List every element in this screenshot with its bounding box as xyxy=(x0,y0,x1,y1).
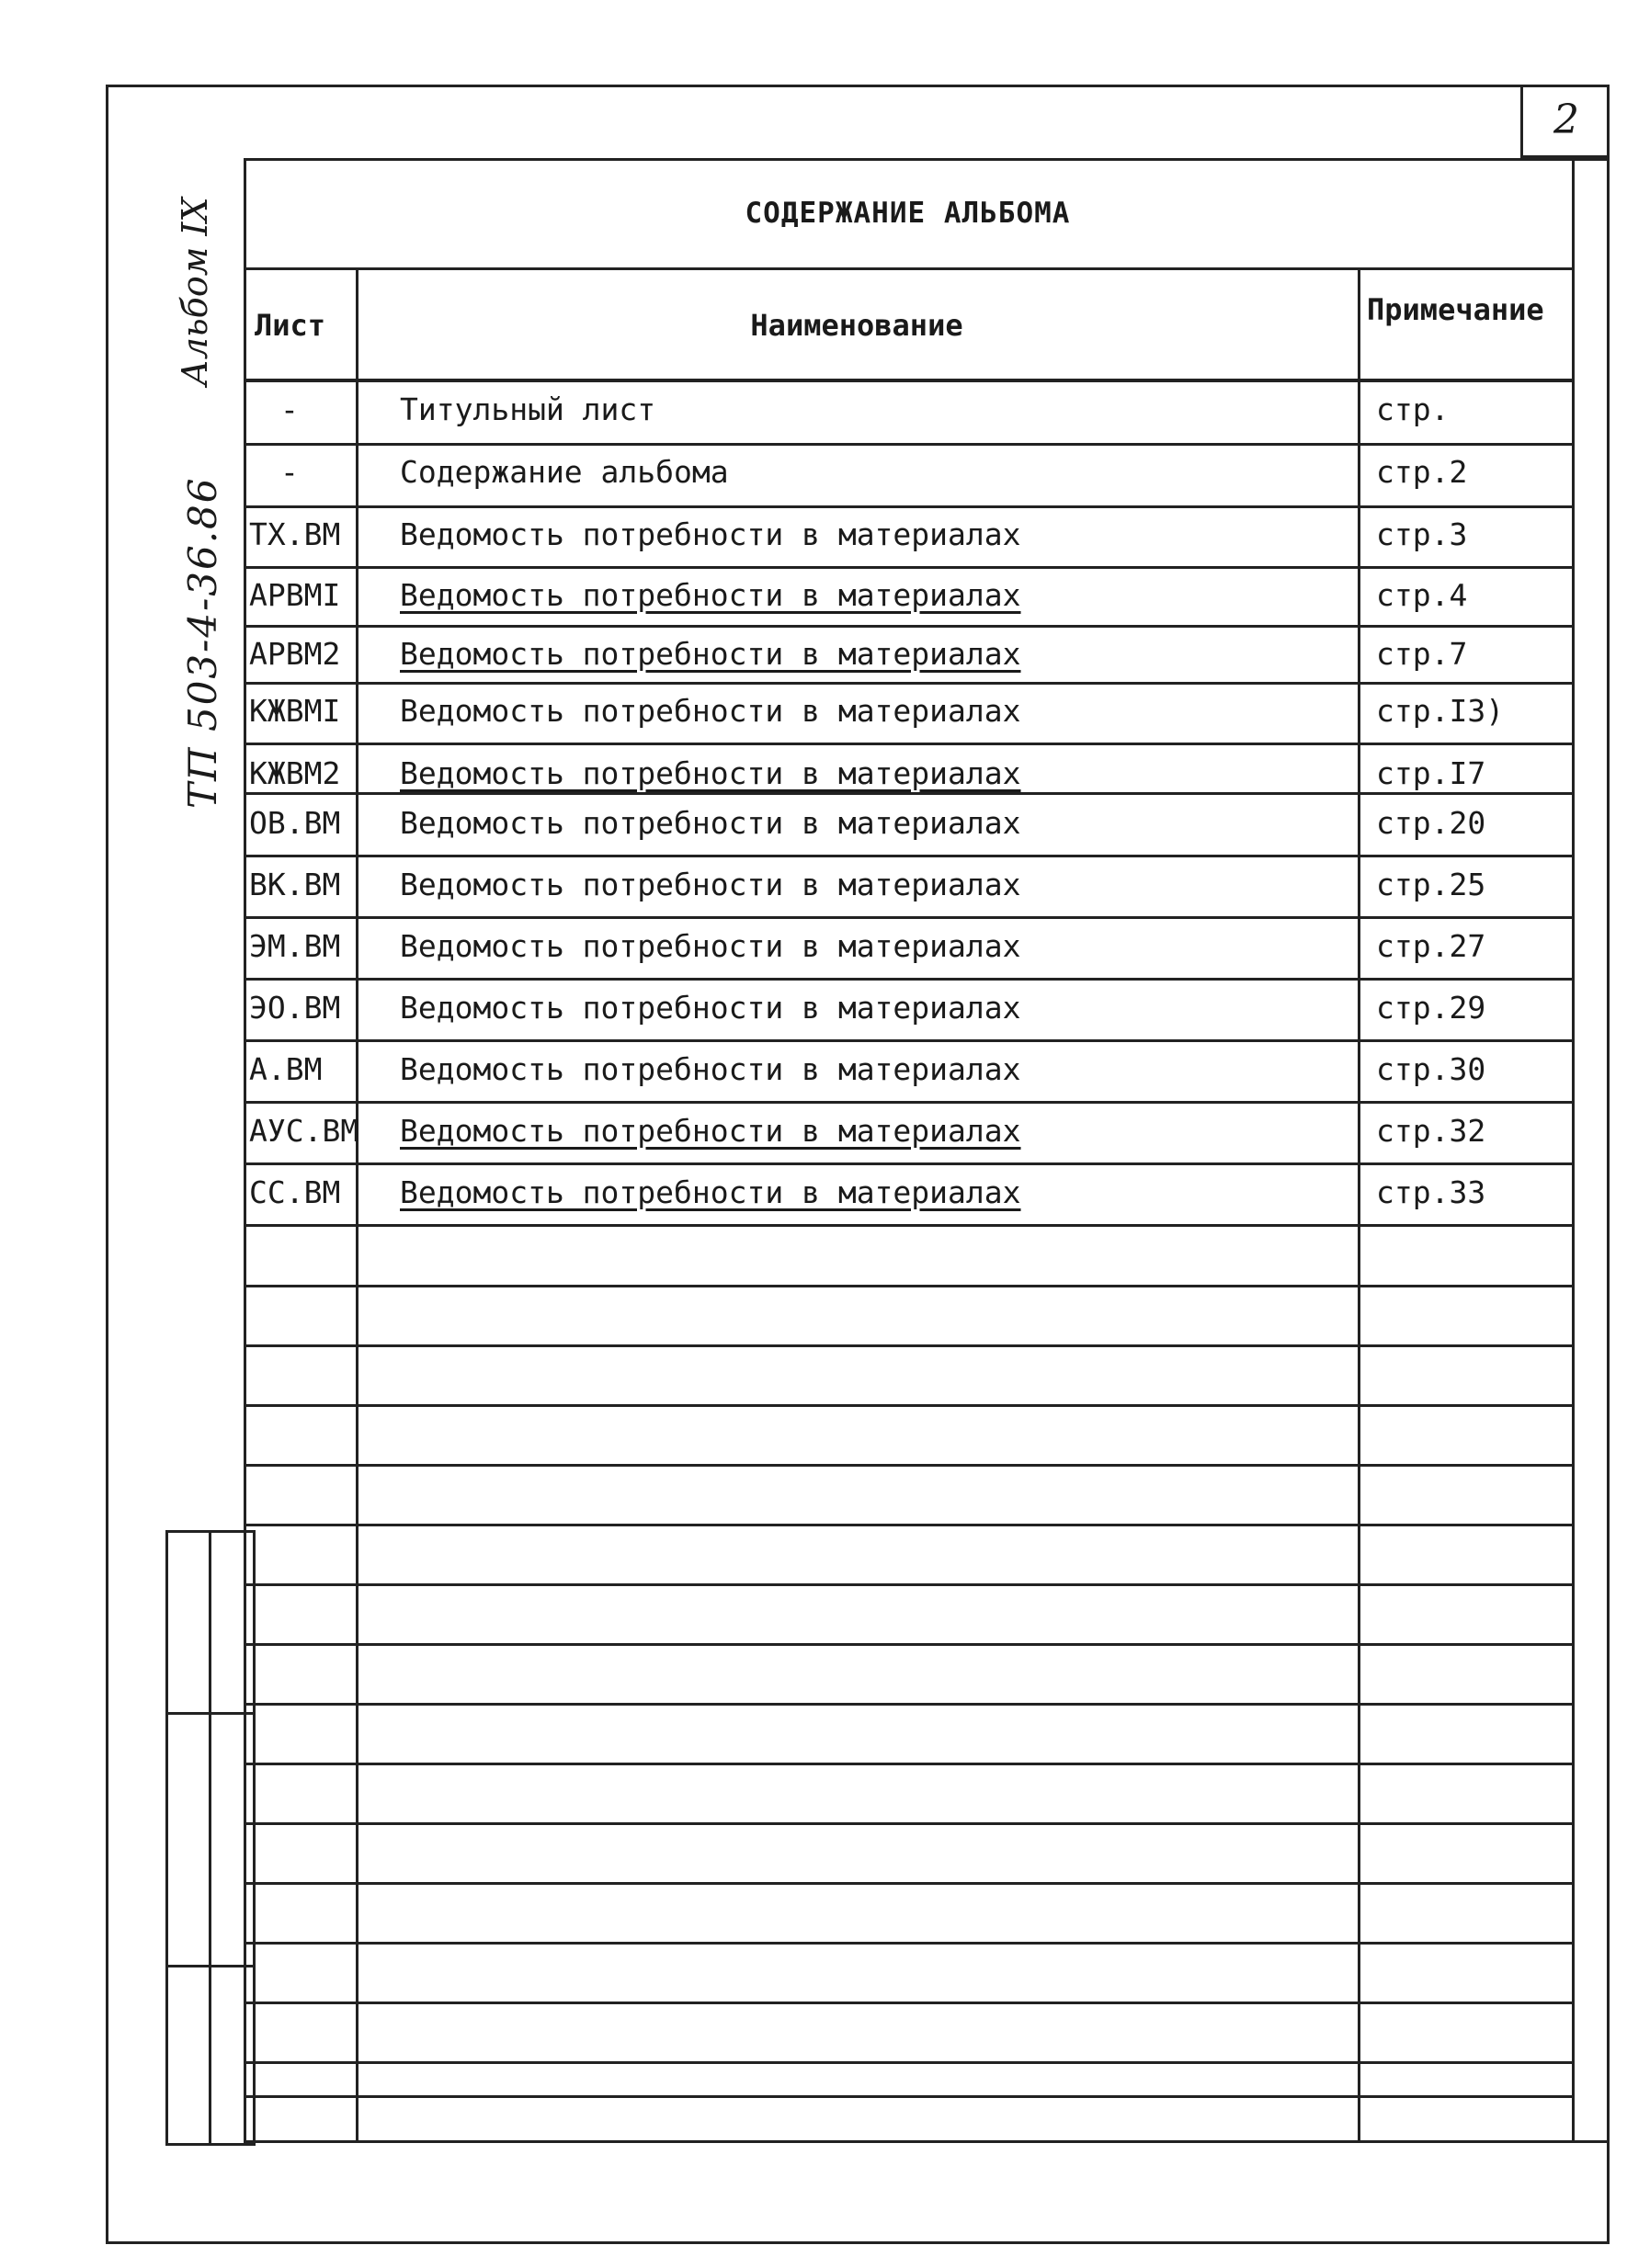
note-cell: стр.7 xyxy=(1376,636,1468,672)
table-row xyxy=(244,386,1572,447)
sheet-cell: КЖВМI xyxy=(249,693,341,729)
row-divider xyxy=(244,2002,1572,2004)
table-row xyxy=(244,1046,1572,1106)
sheet-cell: ОВ.ВМ xyxy=(249,805,341,841)
side-document-code: ТП 503-4-36.86 xyxy=(180,476,225,809)
name-cell: Ведомость потребности в материалах xyxy=(400,1051,1021,1087)
table-row xyxy=(244,630,1572,691)
sheet-cell: АРВМ2 xyxy=(249,636,341,672)
sheet-cell: ЭО.ВМ xyxy=(249,990,341,1026)
column-header-name: Наименование xyxy=(750,308,963,343)
name-cell: Ведомость потребности в материалах xyxy=(400,1113,1021,1149)
sheet-cell: СС.ВМ xyxy=(249,1174,341,1210)
note-cell: стр.32 xyxy=(1376,1113,1486,1149)
table-row xyxy=(244,1169,1572,1230)
note-cell: стр.25 xyxy=(1376,867,1486,902)
note-cell: стр.30 xyxy=(1376,1051,1486,1087)
sheet-cell: А.ВМ xyxy=(249,1051,323,1087)
column-header-sheet: Лист xyxy=(255,308,326,343)
row-divider xyxy=(244,1942,1572,1945)
note-cell: стр.4 xyxy=(1376,577,1468,613)
note-cell: стр.20 xyxy=(1376,805,1486,841)
sheet-cell: ЭМ.ВМ xyxy=(249,928,341,964)
table-row xyxy=(244,687,1572,748)
note-cell: стр. xyxy=(1376,391,1450,427)
stamp-divider xyxy=(209,1533,211,2143)
sheet-cell: - xyxy=(280,391,299,427)
row-divider xyxy=(244,1285,1572,1287)
table-row xyxy=(244,923,1572,983)
row-divider xyxy=(244,1822,1572,1825)
row-divider xyxy=(244,1404,1572,1407)
note-cell: стр.27 xyxy=(1376,928,1486,964)
side-stamp-box xyxy=(165,1530,256,2146)
row-divider xyxy=(244,379,1572,382)
page-title: СОДЕРЖАНИЕ АЛЬБОМА xyxy=(244,158,1572,270)
sheet-cell: ВК.ВМ xyxy=(249,867,341,902)
table-row xyxy=(244,799,1572,860)
row-divider xyxy=(244,1344,1572,1347)
name-cell: Ведомость потребности в материалах xyxy=(400,805,1021,841)
column-header-note: Примечание xyxy=(1367,292,1544,327)
sheet-cell: АРВМI xyxy=(249,577,341,613)
row-divider xyxy=(244,1763,1572,1765)
row-divider xyxy=(244,1643,1572,1646)
name-cell: Ведомость потребности в материалах xyxy=(400,636,1021,672)
row-divider xyxy=(244,1464,1572,1467)
name-cell: Ведомость потребности в материалах xyxy=(400,755,1021,791)
table-row xyxy=(244,984,1572,1045)
side-album-label: Альбом IX xyxy=(175,197,215,386)
note-cell: стр.I7 xyxy=(1376,755,1486,791)
name-cell: Ведомость потребности в материалах xyxy=(400,928,1021,964)
row-divider xyxy=(244,2061,1572,2064)
stamp-divider xyxy=(168,1965,253,1967)
stamp-divider xyxy=(168,1712,253,1715)
note-cell: стр.29 xyxy=(1376,990,1486,1026)
note-cell: стр.2 xyxy=(1376,454,1468,490)
table-row xyxy=(244,448,1572,509)
row-divider xyxy=(244,1583,1572,1586)
row-divider xyxy=(244,1703,1572,1706)
row-divider xyxy=(244,1882,1572,1885)
name-cell: Титульный лист xyxy=(400,391,656,427)
note-cell: стр.33 xyxy=(1376,1174,1486,1210)
table-row xyxy=(244,511,1572,572)
sheet-cell: АУС.ВМ xyxy=(249,1113,359,1149)
row-divider xyxy=(244,1524,1572,1526)
name-cell: Ведомость потребности в материалах xyxy=(400,516,1021,552)
table-row xyxy=(244,861,1572,922)
name-cell: Ведомость потребности в материалах xyxy=(400,693,1021,729)
name-cell: Ведомость потребности в материалах xyxy=(400,1174,1021,1210)
note-cell: стр.I3) xyxy=(1376,693,1505,729)
table-row xyxy=(244,1107,1572,1168)
name-cell: Ведомость потребности в материалах xyxy=(400,867,1021,902)
sheet-cell: КЖВМ2 xyxy=(249,755,341,791)
name-cell: Ведомость потребности в материалах xyxy=(400,990,1021,1026)
sheet-cell: - xyxy=(280,454,299,490)
name-cell: Ведомость потребности в материалах xyxy=(400,577,1021,613)
note-cell: стр.3 xyxy=(1376,516,1468,552)
sheet-cell: ТХ.ВМ xyxy=(249,516,341,552)
right-border-strip xyxy=(1572,158,1575,2143)
table-row xyxy=(244,572,1572,632)
name-cell: Содержание альбома xyxy=(400,454,729,490)
row-divider xyxy=(244,2095,1572,2098)
page-number: 2 xyxy=(1520,85,1610,158)
